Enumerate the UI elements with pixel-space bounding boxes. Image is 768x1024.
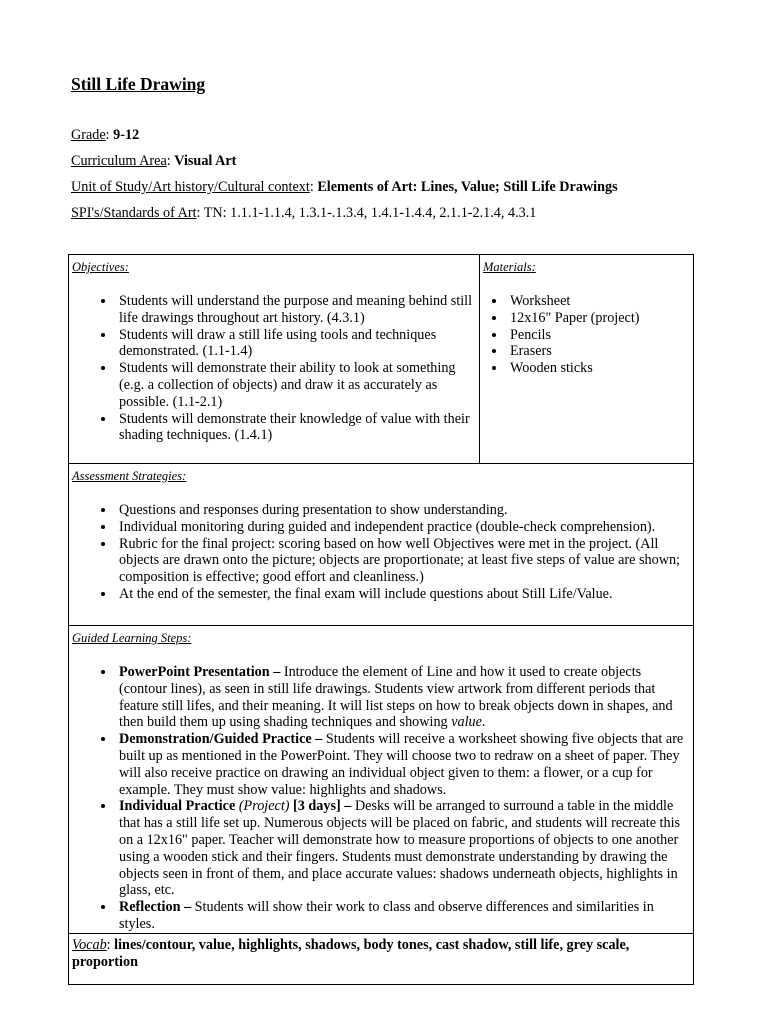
list-item: • Students will demonstrate their knowledge of value with their shading techniques. (1.4.1): [116, 411, 476, 445]
list-item: • Pencils: [507, 327, 690, 344]
assessment-row: [69, 464, 694, 626]
objectives-heading: Objectives:: [72, 260, 129, 274]
list-item: • At the end of the semester, the final exam will include questions about Still Life/Value.: [116, 586, 690, 603]
document-title: Still Life Drawing: [71, 74, 206, 94]
list-item: [116, 798, 690, 899]
step-title: Demonstration/Guided Practice –: [119, 731, 323, 748]
step-text: Students will receive a worksheet showing five objects that are built up as mentioned in the PowerPoint. They will choose two to redraw on a sheet of paper. They will also receive practice on drawing an individual object given to them: a flower, or a cup for example. They must show value: highlights and shadows.: [119, 731, 684, 798]
list-item: • Students will draw a still life using tools and techniques demonstrated. (1.1-1.4): [116, 327, 476, 361]
vocab-value: lines/contour, value, highlights, shadows, body tones, cast shadow, still life, grey scale, proportion: [72, 936, 630, 970]
list-item: • Rubric for the final project: scoring based on how well Objectives were met in the project. (All objects are drawn onto the picture; objects are proportionate; at least five steps of value are shown; composition is effective; good effort and cleanliness.): [116, 536, 690, 586]
guided-list: [72, 664, 690, 933]
list-item: [116, 664, 690, 731]
guided-row: [69, 626, 694, 934]
curriculum-value: Visual Art: [174, 153, 237, 169]
list-item: • Erasers: [507, 343, 690, 360]
list-item: • Individual monitoring during guided and independent practice (double-check comprehension).: [116, 519, 690, 536]
vocab-label: Vocab: [72, 936, 107, 953]
list-item: • 12x16" Paper (project): [507, 310, 690, 327]
assessment-heading: Assessment Strategies:: [72, 469, 187, 483]
grade-label: Grade: [71, 127, 106, 143]
lesson-plan-table: [68, 254, 694, 985]
unit-value: Elements of Art: Lines, Value; Still Life Drawings: [317, 179, 618, 195]
step-subtitle: (Project): [235, 798, 290, 815]
grade-line: Grade: 9-12: [71, 127, 140, 143]
step-tail: [3 days] –: [289, 798, 352, 815]
grade-value: 9-12: [113, 127, 140, 143]
standards-label: SPI's/Standards of Art: [71, 205, 197, 221]
step-text: Introduce the element of Line and how it used to create objects (contour lines), as seen in still life drawings. Students view artwork from different periods that feature still lifes, and their meaning. It will list steps on how to break objects down in shapes, and then build them up using shading techniques and showing: [119, 664, 673, 731]
objectives-list: [72, 293, 476, 444]
objectives-cell: [69, 255, 480, 464]
assessment-cell: [69, 464, 694, 626]
step-text: Students will show their work to class and observe differences and similarities in styles.: [119, 899, 654, 932]
guided-heading: Guided Learning Steps:: [72, 631, 192, 645]
list-item: • Students will demonstrate their ability to look at something (e.g. a collection of objects) and draw it as accurately as possible. (1.1-2.1): [116, 360, 476, 410]
vocab-row: [69, 933, 694, 984]
step-title: Individual Practice: [119, 798, 236, 815]
list-item: • Students will understand the purpose and meaning behind still life drawings throughout art history. (4.3.1): [116, 293, 476, 327]
curriculum-line: Curriculum Area: Visual Art: [71, 153, 237, 169]
assessment-list: [72, 502, 690, 603]
step-title: PowerPoint Presentation –: [119, 664, 281, 680]
materials-heading: Materials:: [483, 260, 536, 274]
guided-cell: [69, 626, 694, 934]
standards-line: SPI's/Standards of Art: TN: 1.1.1-1.1.4, 1.3.1-.1.3.4, 1.4.1-1.4.4, 2.1.1-2.1.4, 4.3.1: [71, 205, 537, 221]
materials-cell: [480, 255, 694, 464]
list-item: [116, 899, 690, 933]
list-item: [116, 731, 690, 798]
list-item: • Wooden sticks: [507, 360, 690, 377]
step-end: .: [481, 714, 486, 731]
unit-line: Unit of Study/Art history/Cultural context: Elements of Art: Lines, Value; Still Life Drawings: [71, 179, 618, 195]
unit-label: Unit of Study/Art history/Cultural context: [71, 179, 310, 195]
curriculum-label: Curriculum Area: [71, 153, 167, 169]
standards-value: TN: 1.1.1-1.1.4, 1.3.1-.1.3.4, 1.4.1-1.4.4, 2.1.1-2.1.4, 4.3.1: [203, 205, 537, 221]
step-title: Reflection –: [119, 899, 192, 916]
objectives-materials-row: [69, 255, 694, 464]
materials-list: [483, 293, 690, 377]
step-text: Desks will be arranged to surround a table in the middle that has a still life set up. Numerous objects will be placed on fabric, and students will recreate this on a 12x16" paper. Teacher will demonstrate how to measure proportions of objects to one another using a wooden stick and their fingers. Students must demonstrate understanding by drawing the objects seen in front of them, and place accurate values: shadows underneath objects, highlights in glass, etc.: [119, 798, 681, 899]
list-item: • Worksheet: [507, 293, 690, 310]
vocab-cell: Vocab: lines/contour, value, highlights, shadows, body tones, cast shadow, still life, grey scale, proportion: [69, 933, 694, 984]
step-emphasis: value: [451, 714, 482, 731]
list-item: • Questions and responses during presentation to show understanding.: [116, 502, 690, 519]
